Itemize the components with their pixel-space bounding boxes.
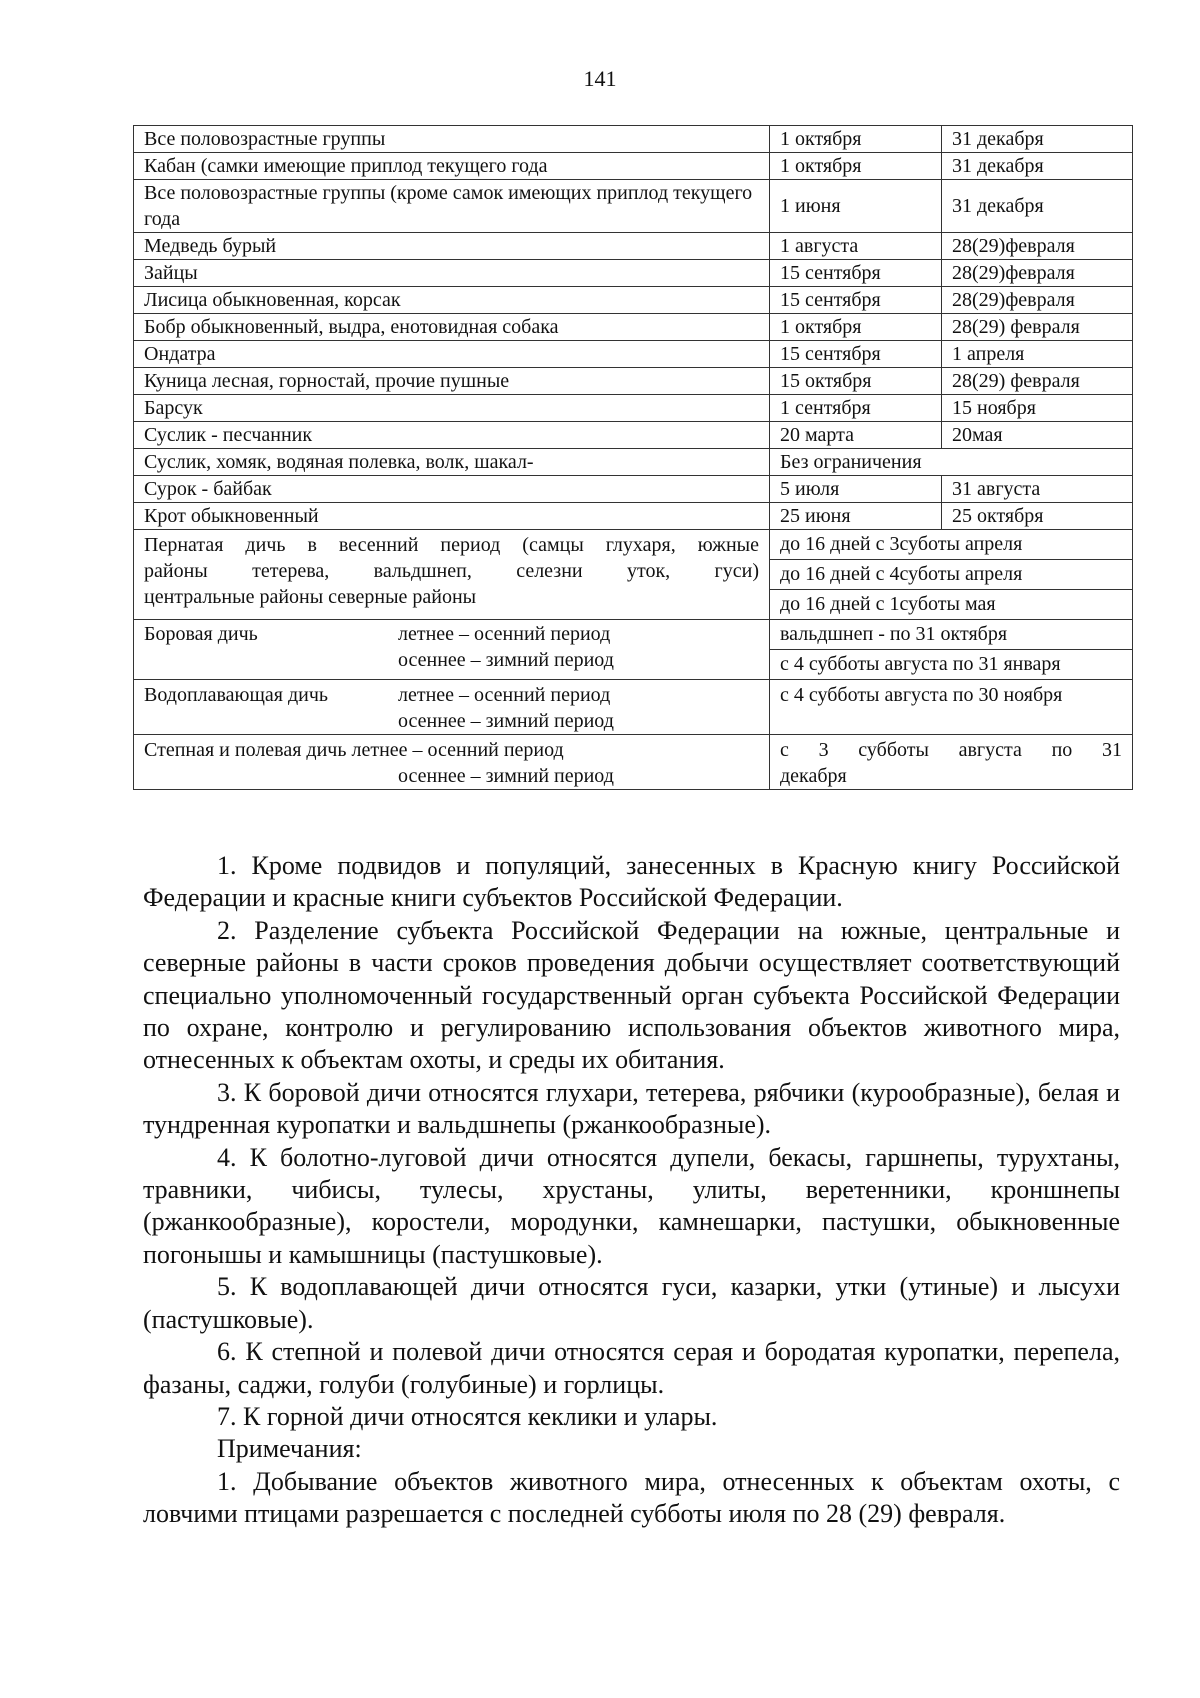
start-date: 5 июля xyxy=(770,476,942,502)
table-row xyxy=(134,680,1133,735)
species-cell xyxy=(134,680,770,735)
end-date-cell: 31 декабря xyxy=(942,153,1133,180)
period-cell xyxy=(770,735,1133,790)
species-cell xyxy=(134,620,770,680)
species-cell: Крот обыкновенный xyxy=(134,503,770,530)
table-row xyxy=(134,449,1133,476)
paragraph: 1. Кроме подвидов и популяций, занесенных в Красную книгу Российской Федерации и красные книги субъектов Российской Федерации. xyxy=(143,851,1120,913)
species-cell: Медведь бурый xyxy=(134,233,770,260)
start-date-cell: 1 октября xyxy=(770,126,942,153)
table-row xyxy=(134,476,1133,503)
species-cell: Все половозрастные группы xyxy=(134,126,770,153)
species-cell: Все половозрастные группы (кроме самок имеющих приплод текущего года xyxy=(134,180,770,233)
end-date: 25 октября xyxy=(952,505,1044,527)
paragraph: 7. К горной дичи относятся кеклики и улары. xyxy=(217,1401,718,1431)
start-date: 25 июня xyxy=(770,503,942,529)
season-2: осеннее – зимний период xyxy=(398,710,614,732)
end-date-cell: 1 апреля xyxy=(942,341,1133,368)
page-number: 141 xyxy=(583,66,617,91)
end-date-cell: 28(29)февраля xyxy=(942,233,1133,260)
start-date-cell: 15 сентября xyxy=(770,287,942,314)
table-row xyxy=(134,395,1133,422)
species-cell: Лисица обыкновенная, корсак xyxy=(134,287,770,314)
paragraph: 1. Добывание объектов животного мира, отнесенных к объектам охоты, с ловчими птицами разрешается с последней субботы июля по 28 (29) февраля. xyxy=(143,1466,1120,1529)
period-cell xyxy=(770,530,1133,620)
period-line: до 16 дней с 4суботы апреля xyxy=(770,560,1132,590)
table-row xyxy=(134,233,1133,260)
species-cell: Зайцы xyxy=(134,260,770,287)
period-line: до 16 дней с 1суботы мая xyxy=(780,593,996,615)
period-cell xyxy=(770,620,1133,680)
end-date-cell: 15 ноября xyxy=(942,395,1133,422)
end-date-cell: 28(29)февраля xyxy=(942,260,1133,287)
steppe-period-line-1: с 3 субботы августа по 31 xyxy=(780,739,1122,761)
species-cell: Ондатра xyxy=(134,341,770,368)
start-date-cell: 15 сентября xyxy=(770,260,942,287)
paragraph: 4. К болотно-луговой дичи относятся дупели, бекасы, гаршнепы, турухтаны, травники, чибисы, тулесы, хрустаны, улиты, веретенники, кроншнепы (ржанкообразные), коростели, мородунки, камнешарки, пастушки, обыкновенные погонышы и камышницы (пастушковые). xyxy=(143,1142,1120,1269)
species-cell: Суслик, хомяк, водяная полевка, волк, шакал- xyxy=(134,449,770,476)
feathered-line-1: Пернатая дичь в весенний период (самцы глухаря, южные xyxy=(144,534,759,556)
table-row xyxy=(134,503,1133,530)
steppe-line-1: Степная и полевая дичь летнее – осенний период xyxy=(144,739,564,761)
species-cell: Бобр обыкновенный, выдра, енотовидная собака xyxy=(134,314,770,341)
table-row xyxy=(134,153,1133,180)
species-cell: Барсук xyxy=(134,395,770,422)
start-date-cell: 1 октября xyxy=(770,153,942,180)
start-date-cell: 15 сентября xyxy=(770,341,942,368)
end-date-cell: 31 декабря xyxy=(942,180,1133,233)
end-date-cell: 28(29)февраля xyxy=(942,287,1133,314)
table-row xyxy=(134,620,1133,680)
end-date-cell: 31 декабря xyxy=(942,126,1133,153)
period-cell: с 4 субботы августа по 30 ноября xyxy=(770,680,1133,735)
period-cell xyxy=(770,476,1133,503)
start-date-cell: 15 октября xyxy=(770,368,942,395)
species-cell: Суслик - песчанник xyxy=(134,422,770,449)
season-1: летнее – осенний период xyxy=(398,623,611,645)
period-line: до 16 дней с 3суботы апреля xyxy=(770,530,1132,560)
table-row xyxy=(134,314,1133,341)
species-cell xyxy=(134,530,770,620)
period-line: вальдшнеп - по 31 октября xyxy=(770,620,1132,650)
end-date-cell: 20мая xyxy=(942,422,1133,449)
start-date-cell: 1 августа xyxy=(770,233,942,260)
steppe-period-line-2: декабря xyxy=(780,765,847,787)
period-cell xyxy=(770,503,1133,530)
start-date-cell: 1 июня xyxy=(770,180,942,233)
footnotes xyxy=(143,850,1120,1531)
species-cell: Сурок - байбак xyxy=(134,476,770,503)
table-row xyxy=(134,735,1133,790)
table-row xyxy=(134,422,1133,449)
notes-heading: Примечания: xyxy=(217,1434,362,1464)
table-row xyxy=(134,341,1133,368)
paragraph: 3. К боровой дичи относятся глухари, тетерева, рябчики (курообразные), белая и тундренная куропатки и вальдшнепы (ржанкообразные). xyxy=(143,1077,1120,1140)
end-date-cell: 28(29) февраля xyxy=(942,368,1133,395)
table-row xyxy=(134,530,1133,620)
species-cell: Куница лесная, горностай, прочие пушные xyxy=(134,368,770,395)
table-row xyxy=(134,368,1133,395)
season-1: летнее – осенний период xyxy=(398,684,611,706)
hunting-periods-table xyxy=(133,125,1133,790)
species-cell: Кабан (самки имеющие приплод текущего года xyxy=(134,153,770,180)
water-game-name: Водоплавающая дичь xyxy=(144,684,329,706)
start-date-cell: 1 сентября xyxy=(770,395,942,422)
table-row xyxy=(134,260,1133,287)
species-cell xyxy=(134,735,770,790)
table-row xyxy=(134,126,1133,153)
paragraph: 6. К степной и полевой дичи относятся серая и бородатая куропатки, перепела, фазаны, саджи, голуби (голубиные) и горлицы. xyxy=(143,1337,1120,1399)
period-cell: Без ограничения xyxy=(770,449,1133,476)
table-row xyxy=(134,287,1133,314)
table-row xyxy=(134,180,1133,233)
paragraph: 5. К водоплавающей дичи относятся гуси, казарки, утки (утиные) и лысухи (пастушковые). xyxy=(143,1272,1120,1334)
paragraph: 2. Разделение субъекта Российской Федерации на южные, центральные и северные районы в части сроков проведения добычи осуществляет соответствующий специально уполномоченный государственный орган субъекта Российской Федерации по охране, контролю и регулированию использования объектов животного мира, отнесенных к объектам охоты, и среды их обитания. xyxy=(143,915,1120,1075)
feathered-line-3: центральные районы северные районы xyxy=(144,586,477,608)
start-date-cell: 20 марта xyxy=(770,422,942,449)
end-date: 31 августа xyxy=(952,478,1041,500)
feathered-line-2: районы тетерева, вальдшнеп, селезни уток, гуси) xyxy=(144,560,759,582)
steppe-line-2: осеннее – зимний период xyxy=(398,765,614,787)
start-date-cell: 1 октября xyxy=(770,314,942,341)
season-2: осеннее – зимний период xyxy=(398,649,614,671)
end-date-cell: 28(29) февраля xyxy=(942,314,1133,341)
forest-game-name: Боровая дичь xyxy=(144,623,258,645)
period-line: с 4 субботы августа по 31 января xyxy=(780,653,1061,675)
